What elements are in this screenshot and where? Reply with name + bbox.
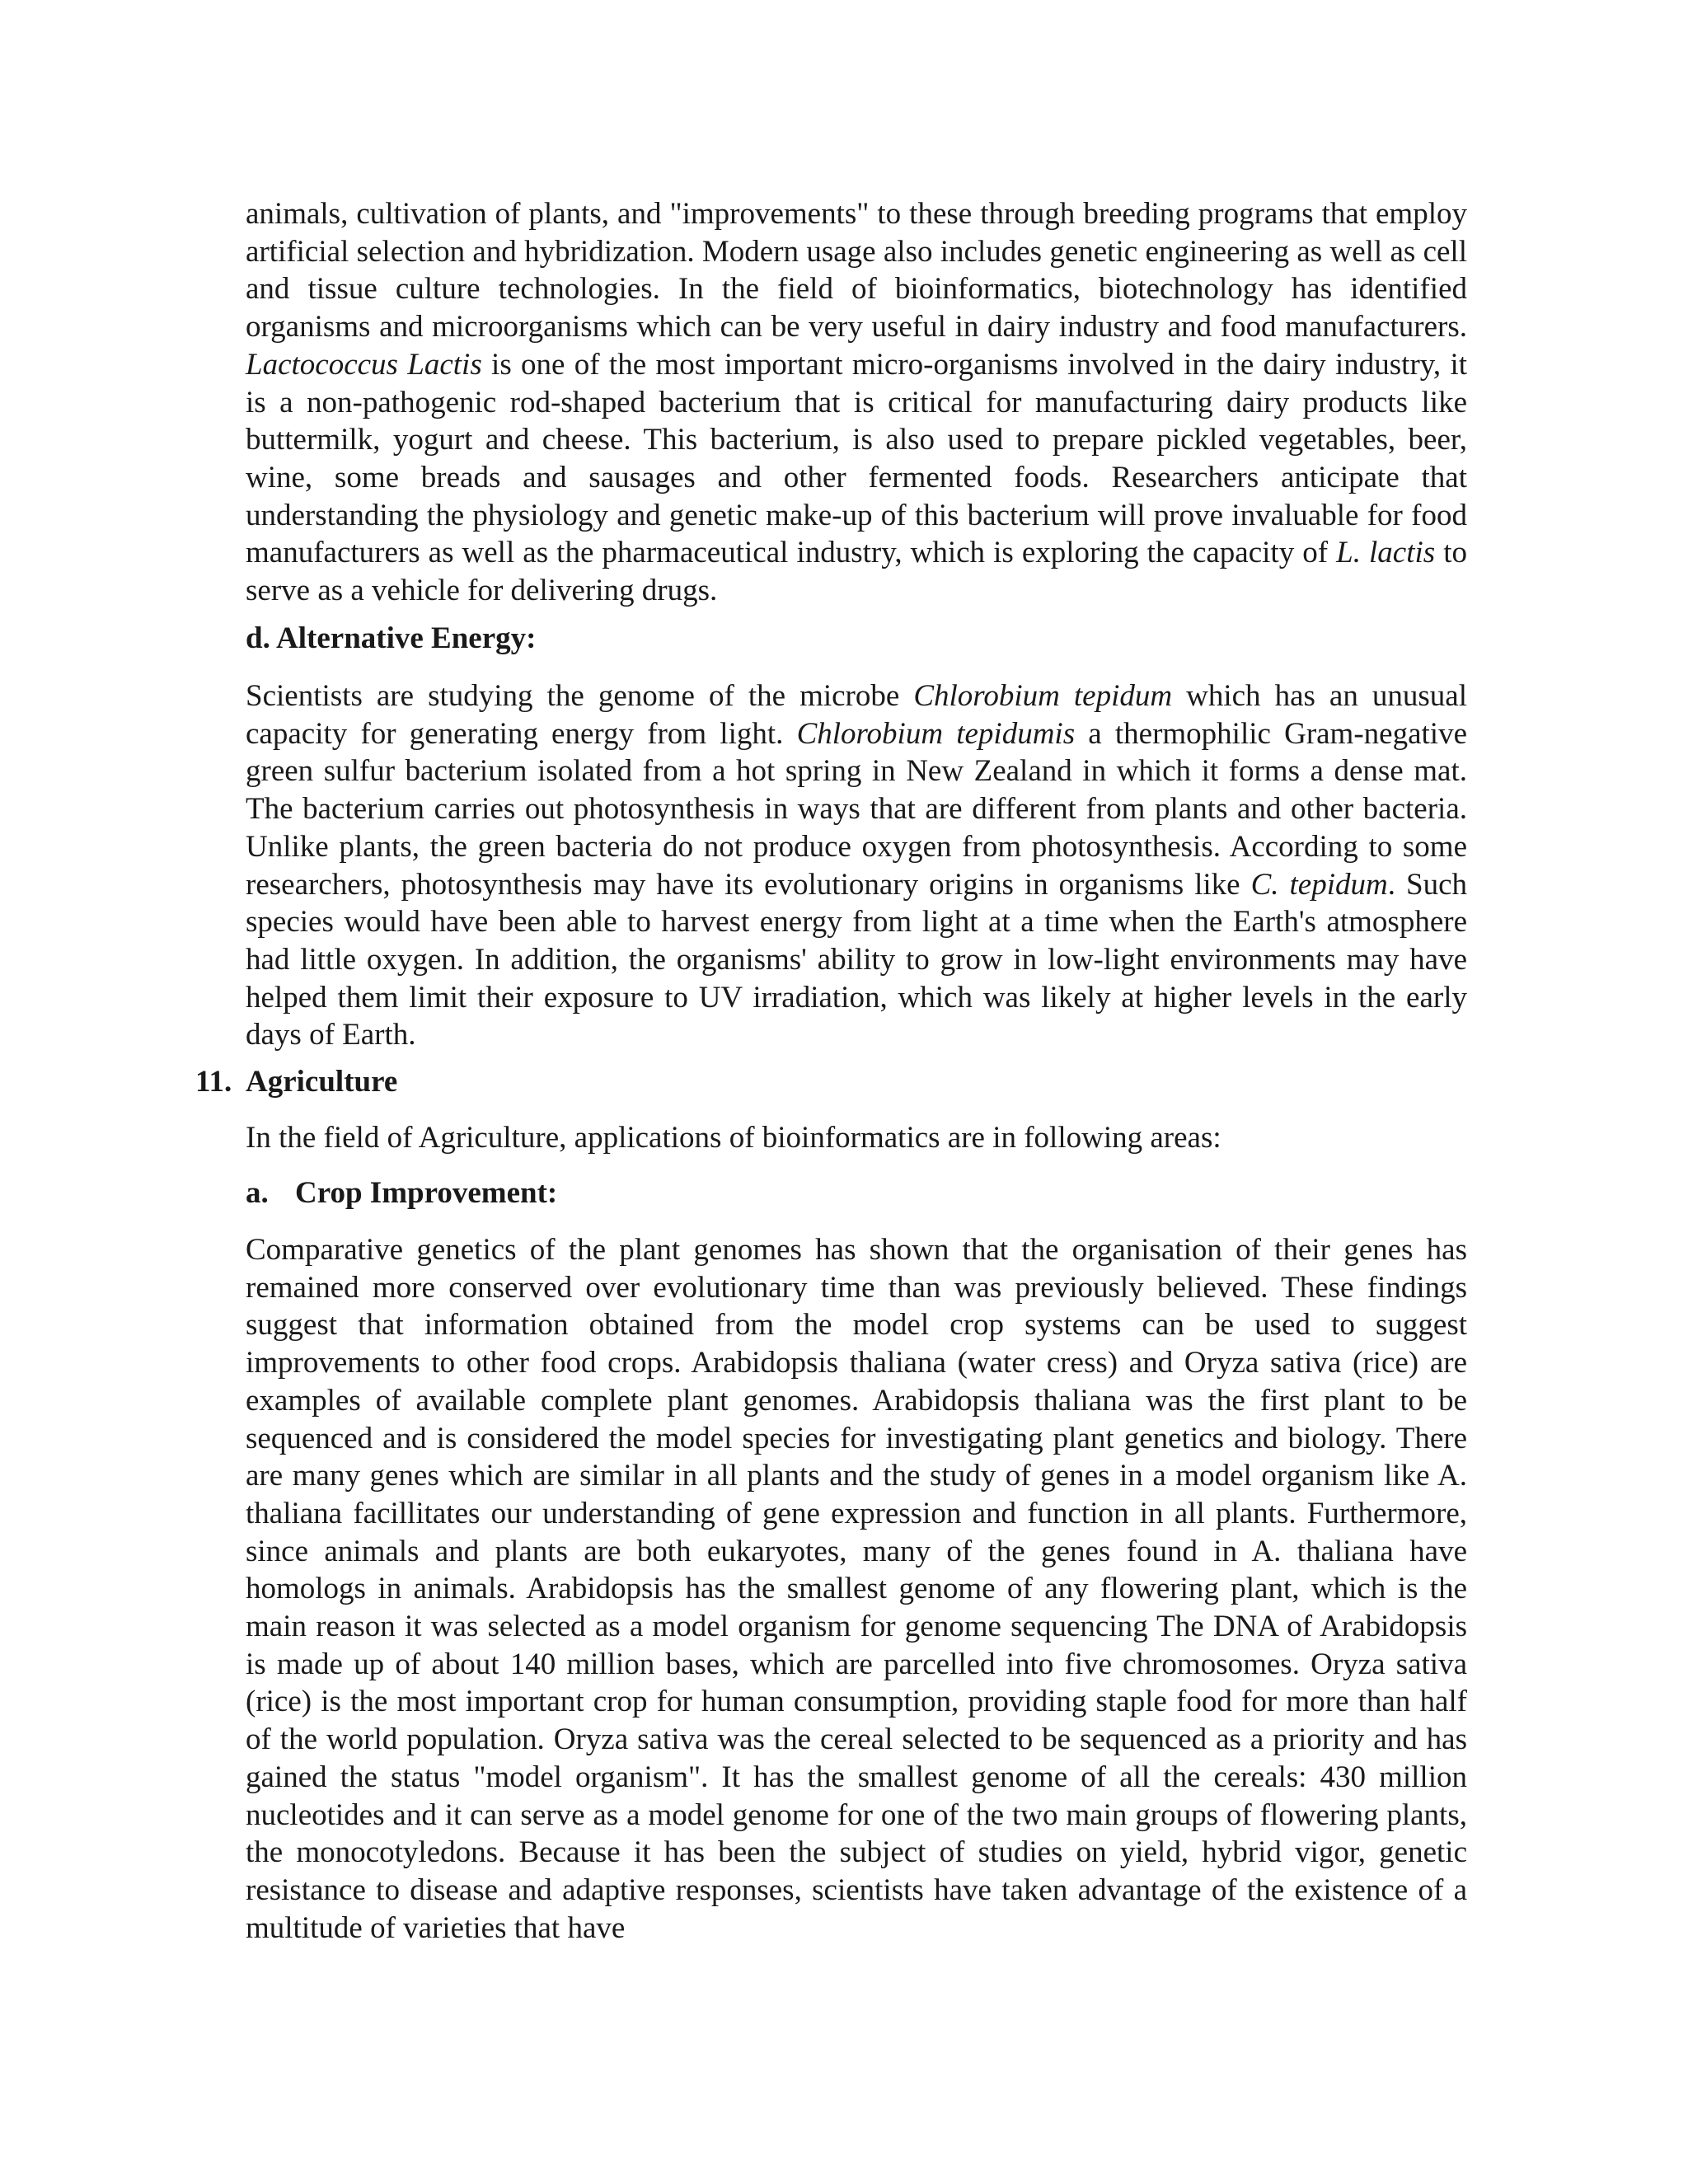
section-title: Agriculture — [246, 1065, 398, 1099]
section-number: 11. — [195, 1065, 232, 1099]
agriculture-intro: In the field of Agriculture, applications of bioinformatics are in following areas: — [246, 1121, 1221, 1155]
species-name-lactococcus: Lactococcus Lactis — [246, 347, 482, 382]
heading-alternative-energy: d. Alternative Energy: — [246, 621, 537, 655]
heading-agriculture — [195, 1063, 398, 1101]
paragraph-biotechnology-dairy: animals, cultivation of plants, and "improvements" to these through breeding programs that employ artificial selection and hybridization. Modern usage also includes genetic engineering as well as cell and tissue culture technologies. In the field of bioinformatics, biotechnology has identified organisms and microorganisms which can be very useful in dairy industry and food manufacturers. Lactococcus Lactis is one of the most important micro-organisms involved in the dairy industry, it is a non-pathogenic rod-shaped bacterium that is critical for manufacturing dairy products like buttermilk, yogurt and cheese. This bacterium, is also used to prepare pickled vegetables, beer, wine, some breads and sausages and other fermented foods. Researchers anticipate that understanding the physiology and genetic make-up of this bacterium will prove invaluable for food manufacturers as well as the pharmaceutical industry, which is exploring the capacity of L. lactis to serve as a vehicle for delivering drugs. — [246, 197, 1468, 608]
paragraph-crop-improvement: Comparative genetics of the plant genomes has shown that the organisation of their genes has remained more conserved over evolutionary time than was previously believed. These findings suggest that information obtained from the model crop systems can be used to suggest improvements to other food crops. Arabidopsis thaliana (water cress) and Oryza sativa (rice) are examples of available complete plant genomes. Arabidopsis thaliana was the first plant to be sequenced and is considered the model species for investigating plant genetics and biology. There are many genes which are similar in all plants and the study of genes in a model organism like A. thaliana facillitates our understanding of gene expression and function in all plants. Furthermore, since animals and plants are both eukaryotes, many of the genes found in A. thaliana have homologs in animals. Arabidopsis has the smallest genome of any flowering plant, which is the main reason it was selected as a model organism for genome sequencing The DNA of Arabidopsis is made up of about 140 million bases, which are parcelled into five chromosomes. Oryza sativa (rice) is the most important crop for human consumption, providing staple food for more than half of the world population. Oryza sativa was the cereal selected to be sequenced as a priority and has gained the status "model organism". It has the smallest genome of all the cereals: 430 million nucleotides and it can serve as a model genome for one of the two main groups of flowering plants, the monocotyledons. Because it has been the subject of studies on yield, hybrid vigor, genetic resistance to disease and adaptive responses, scientists have taken advantage of the existence of a multitude of varieties that have — [246, 1233, 1467, 1945]
paragraph-alternative-energy: Scientists are studying the genome of the microbe Chlorobium tepidum which has an unusual capacity for generating energy from light. Chlorobium tepidumis a thermophilic Gram-negative green sulfur bacterium isolated from a hot spring in New Zealand in which it forms a dense mat. The bacterium carries out photosynthesis in ways that are different from plants and other bacteria. Unlike plants, the green bacteria do not produce oxygen from photosynthesis. According to some researchers, photosynthesis may have its evolutionary origins in organisms like C. tepidum. Such species would have been able to harvest energy from light at a time when the Earth's atmosphere had little oxygen. In addition, the organisms' ability to grow in low-light environments may have helped them limit their exposure to UV irradiation, which was likely at higher levels in the early days of Earth. — [246, 679, 1467, 1052]
species-name-c-tepidum: C. tepidum — [1250, 867, 1388, 902]
species-name-chlorobium: Chlorobium tepidum — [913, 679, 1173, 713]
subsection-title: Crop Improvement: — [295, 1176, 558, 1210]
species-name-chlorobium-2: Chlorobium tepidumis — [796, 716, 1076, 751]
subsection-letter: a. — [246, 1176, 269, 1210]
species-name-l-lactis: L. lactis — [1336, 536, 1436, 570]
heading-crop-improvement — [246, 1174, 558, 1212]
